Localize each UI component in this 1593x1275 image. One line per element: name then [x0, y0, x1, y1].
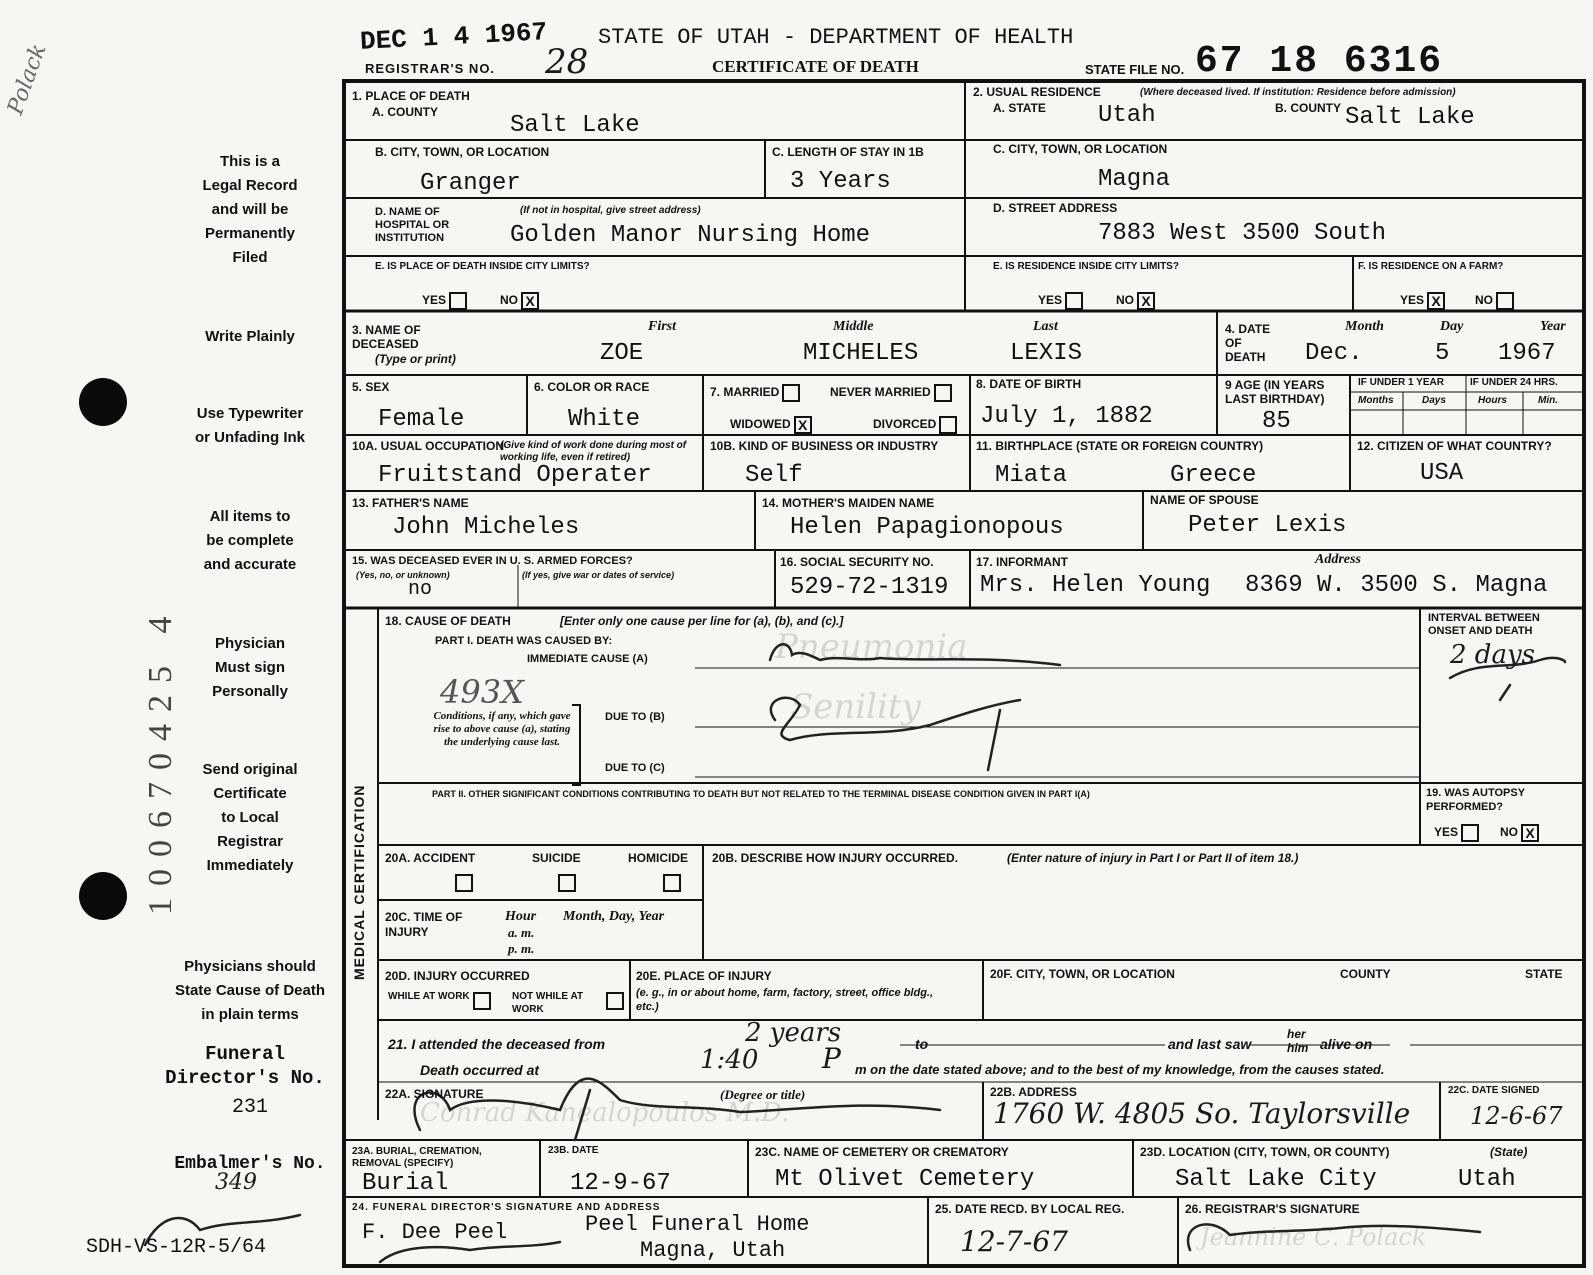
- due-to-b-label: DUE TO (B): [605, 711, 665, 723]
- registrar-signature-label: 26. REGISTRAR'S SIGNATURE: [1185, 1202, 1360, 1216]
- disposition-label: 23A. BURIAL, CREMATION, REMOVAL (SPECIFY): [352, 1146, 482, 1169]
- immediate-cause-label: IMMEDIATE CAUSE (A): [527, 653, 648, 665]
- cause-of-death-label: 18. CAUSE OF DEATH: [385, 614, 511, 628]
- physician-address: 1760 W. 4805 So. Taylorsville: [993, 1097, 1411, 1130]
- citizen: USA: [1420, 460, 1464, 487]
- death-inside-city-no[interactable]: NO X: [500, 292, 539, 310]
- due-to-b: Senility: [790, 687, 921, 727]
- informant-label: 17. INFORMANT: [976, 555, 1069, 569]
- homicide-checkbox[interactable]: [663, 874, 681, 892]
- punch-hole-bottom: [79, 872, 127, 920]
- hospital-note: (If not in hospital, give street address): [520, 205, 701, 216]
- day-label: Day: [1440, 319, 1464, 334]
- death-occurred-time: 1:40: [700, 1045, 759, 1075]
- death-occurred-ampm: P: [822, 1042, 841, 1075]
- hospital-name: Golden Manor Nursing Home: [510, 222, 871, 249]
- widowed-option[interactable]: WIDOWED X: [730, 416, 812, 434]
- mdy-label: Month, Day, Year: [563, 909, 665, 924]
- injury-county-label: COUNTY: [1340, 967, 1391, 981]
- residence-state: Utah: [1098, 102, 1156, 129]
- birthplace-label: 11. BIRTHPLACE (STATE OR FOREIGN COUNTRY): [976, 439, 1264, 453]
- certificate-title: CERTIFICATE OF DEATH: [712, 57, 919, 76]
- part-1-label: PART I. DEATH WAS CAUSED BY:: [435, 635, 613, 647]
- punch-hole-top: [79, 378, 127, 426]
- alive-on-label: alive on: [1320, 1036, 1373, 1052]
- death-city: Granger: [420, 170, 521, 197]
- injury-state-label: STATE: [1525, 967, 1563, 981]
- under-24-hrs-label: IF UNDER 24 HRS.: [1470, 377, 1558, 388]
- armed-forces: no: [408, 578, 433, 601]
- informant-address: 8369 W. 3500 S. Magna: [1245, 572, 1548, 599]
- inside-city-death-label: E. IS PLACE OF DEATH INSIDE CITY LIMITS?: [375, 261, 590, 272]
- residence-state-label: A. STATE: [993, 101, 1046, 115]
- typewriter-note: Use Typewriter or Unfading Ink: [195, 405, 305, 446]
- registrar-no: 28: [545, 42, 589, 82]
- vertical-file-number: 100670425 4: [142, 604, 179, 915]
- embalmer-no-label: Embalmer's No.: [174, 1154, 326, 1174]
- residence-inside-city-no[interactable]: NO X: [1116, 292, 1155, 310]
- while-at-work-option[interactable]: WHILE AT WORK: [388, 991, 470, 1002]
- last-label: Last: [1033, 319, 1058, 334]
- date-received: 12-7-67: [960, 1225, 1068, 1258]
- time-of-injury-label: 20C. TIME OF INJURY: [385, 910, 463, 939]
- attended-from: 2 years: [745, 1018, 842, 1048]
- death-inside-city-yes[interactable]: YES: [422, 292, 467, 310]
- death-occurred-tail: m on the date stated above; and to the best of my knowledge, from the causes stated.: [855, 1062, 1385, 1077]
- year-label: Year: [1540, 319, 1566, 334]
- place-of-injury-label: 20E. PLACE OF INJURY: [636, 969, 772, 983]
- complete-note: All items to be complete and accurate: [203, 508, 297, 573]
- cemetery: Mt Olivet Cemetery: [775, 1166, 1035, 1193]
- funeral-director-no-label: Funeral Director's No.: [165, 1043, 325, 1089]
- disposition: Burial: [362, 1170, 449, 1197]
- autopsy-yes[interactable]: YES: [1434, 824, 1479, 842]
- death-year: 1967: [1498, 340, 1556, 367]
- farm-yes[interactable]: YES X: [1400, 292, 1445, 310]
- residence-city-label: C. CITY, TOWN, OR LOCATION: [993, 142, 1168, 156]
- residence-county-label: B. COUNTY: [1275, 101, 1341, 115]
- burial-state-label: (State): [1490, 1145, 1528, 1159]
- death-occurred-label: Death occurred at: [420, 1062, 540, 1078]
- hospital-label: D. NAME OF HOSPITAL OR INSTITUTION: [375, 206, 450, 244]
- ssn-label: 16. SOCIAL SECURITY NO.: [780, 555, 934, 569]
- registrar-no-label: REGISTRAR'S NO.: [365, 61, 496, 76]
- injury-how-label: 20B. DESCRIBE HOW INJURY OCCURRED.: [712, 851, 959, 865]
- occupation-note: (Give kind of work done during most of working life, even if retired): [500, 440, 687, 463]
- funeral-director-no: 231: [231, 1096, 268, 1119]
- pm-label: p. m.: [508, 941, 535, 956]
- registrar-signature: Jeannine C. Polack: [1200, 1223, 1427, 1251]
- him-label: him: [1287, 1041, 1309, 1055]
- signature-label: 22A. SIGNATURE: [385, 1087, 484, 1101]
- county-label: A. COUNTY: [372, 105, 438, 119]
- under-1-year-label: IF UNDER 1 YEAR: [1358, 377, 1444, 388]
- state-file-number: 67 18 6316: [1195, 40, 1444, 83]
- burial-date-label: 23B. DATE: [548, 1145, 599, 1156]
- attended-label: 21. I attended the deceased from: [388, 1036, 606, 1052]
- not-at-work-option[interactable]: NOT WHILE AT WORK: [512, 991, 584, 1015]
- physicians-should-note: Physicians should State Cause of Death in plain terms: [174, 958, 326, 1023]
- spouse-name: Peter Lexis: [1188, 512, 1347, 539]
- date-of-death-label: 4. DATE OF DEATH: [1225, 322, 1271, 364]
- injury-occurred-label: 20D. INJURY OCCURRED: [385, 969, 530, 983]
- accident-label: 20A. ACCIDENT: [385, 851, 476, 865]
- length-of-stay: 3 Years: [790, 168, 891, 195]
- months-label: Months: [1358, 395, 1394, 406]
- days-label: Days: [1422, 395, 1446, 406]
- middle-label: Middle: [833, 319, 874, 334]
- suicide-checkbox[interactable]: [558, 874, 576, 892]
- physician-sign-note: Physician Must sign Personally: [212, 635, 288, 700]
- margin-note: Polack: [3, 40, 52, 118]
- first-label: First: [648, 319, 677, 334]
- farm-no[interactable]: NO: [1475, 292, 1514, 310]
- place-of-injury-note: (e. g., in or about home, farm, factory, street, office bldg., etc.): [636, 987, 934, 1013]
- citizen-label: 12. CITIZEN OF WHAT COUNTRY?: [1357, 439, 1552, 453]
- conditions-note: Conditions, if any, which gave rise to above cause (a), stating the underlying cause last.: [433, 710, 571, 748]
- street-address-label: D. STREET ADDRESS: [993, 201, 1118, 215]
- inside-city-residence-label: E. IS RESIDENCE INSIDE CITY LIMITS?: [993, 261, 1179, 272]
- business: Self: [745, 462, 803, 489]
- min-label: Min.: [1538, 395, 1558, 406]
- injury-city-label: 20F. CITY, TOWN, OR LOCATION: [990, 967, 1175, 981]
- spouse-label: NAME OF SPOUSE: [1150, 493, 1259, 507]
- burial-date: 12-9-67: [570, 1170, 671, 1197]
- funeral-home: Peel Funeral Home: [585, 1212, 810, 1237]
- name-label: 3. NAME OF DECEASED: [352, 323, 421, 351]
- usual-residence-label: 2. USUAL RESIDENCE: [973, 85, 1101, 99]
- burial-location-label: 23D. LOCATION (CITY, TOWN, OR COUNTY): [1140, 1145, 1390, 1159]
- residence-note: (Where deceased lived. If institution: Residence before admission): [1140, 87, 1456, 98]
- married-option[interactable]: 7. MARRIED: [710, 384, 800, 402]
- suicide-label: SUICIDE: [532, 851, 581, 865]
- residence-city: Magna: [1098, 166, 1171, 193]
- date-received-label: 25. DATE RECD. BY LOCAL REG.: [935, 1202, 1125, 1216]
- legal-record-note: This is a Legal Record and will be Permanently Filed: [202, 153, 298, 266]
- death-county: Salt Lake: [510, 112, 640, 139]
- race: White: [568, 406, 641, 433]
- autopsy-no[interactable]: NO X: [1500, 824, 1539, 842]
- father-name: John Micheles: [392, 514, 580, 541]
- embalmer-no: 349: [215, 1170, 257, 1195]
- medical-certification-label: MEDICAL CERTIFICATION: [351, 784, 367, 980]
- homicide-label: HOMICIDE: [628, 851, 688, 865]
- her-label: her: [1287, 1027, 1306, 1041]
- street-address: 7883 West 3500 South: [1098, 220, 1387, 247]
- form-title: STATE OF UTAH - DEPARTMENT OF HEALTH: [598, 25, 1074, 50]
- cause-code: 493X: [440, 673, 524, 711]
- funeral-director: F. Dee Peel: [362, 1220, 508, 1245]
- never-married-option[interactable]: NEVER MARRIED: [830, 384, 952, 402]
- form-number: SDH-VS-12R-5/64: [86, 1236, 267, 1259]
- birth-date: July 1, 1882: [980, 403, 1153, 430]
- burial-state: Utah: [1458, 1166, 1516, 1193]
- name-note: (Type or print): [375, 352, 456, 366]
- business-label: 10B. KIND OF BUSINESS OR INDUSTRY: [710, 439, 939, 453]
- part-2-label: PART II. OTHER SIGNIFICANT CONDITIONS CONTRIBUTING TO DEATH BUT NOT RELATED TO THE TERMINAL DISEASE CONDITION GIVEN IN PART I(A): [432, 789, 1090, 799]
- last-saw-label: and last saw: [1168, 1036, 1252, 1052]
- age: 85: [1262, 408, 1291, 435]
- am-label: a. m.: [508, 925, 535, 940]
- death-city-label: B. CITY, TOWN, OR LOCATION: [375, 145, 550, 159]
- birthplace-city: Miata: [995, 462, 1068, 489]
- age-label: 9 AGE (IN YEARS LAST BIRTHDAY): [1225, 378, 1325, 406]
- informant-name: Mrs. Helen Young: [980, 572, 1211, 599]
- autopsy-label: 19. WAS AUTOPSY PERFORMED?: [1426, 787, 1525, 813]
- interval-label: INTERVAL BETWEEN ONSET AND DEATH: [1428, 612, 1540, 637]
- not-at-work-checkbox[interactable]: [606, 992, 624, 1010]
- death-day: 5: [1435, 340, 1450, 367]
- race-label: 6. COLOR OR RACE: [534, 380, 650, 394]
- armed-forces-note-2: (If yes, give war or dates of service): [522, 570, 675, 580]
- cause-note: [Enter only one cause per line for (a), (b), and (c).]: [560, 614, 844, 628]
- birthplace-country: Greece: [1170, 462, 1257, 489]
- residence-county: Salt Lake: [1345, 104, 1475, 131]
- injury-how-note: (Enter nature of injury in Part I or Part II of item 18.): [1007, 851, 1299, 865]
- degree-label: (Degree or title): [720, 1087, 806, 1102]
- interval: 2 days: [1450, 640, 1535, 670]
- stamp-date: DEC 1 4 1967: [359, 17, 548, 57]
- father-label: 13. FATHER'S NAME: [352, 496, 469, 510]
- date-signed: 12-6-67: [1470, 1102, 1563, 1130]
- birth-date-label: 8. DATE OF BIRTH: [976, 377, 1082, 391]
- informant-address-label: Address: [1315, 552, 1361, 567]
- armed-forces-note-1: (Yes, no, or unknown): [356, 570, 450, 580]
- to-label: to: [915, 1036, 929, 1052]
- while-at-work-checkbox[interactable]: [473, 992, 491, 1010]
- last-name: LEXIS: [1010, 340, 1083, 367]
- occupation-label: 10A. USUAL OCCUPATION: [352, 439, 505, 453]
- middle-name: MICHELES: [803, 340, 919, 367]
- armed-forces-label: 15. WAS DECEASED EVER IN U. S. ARMED FORCES?: [352, 555, 633, 567]
- death-month: Dec.: [1305, 340, 1363, 367]
- physician-address-label: 22B. ADDRESS: [990, 1085, 1077, 1099]
- burial-location: Salt Lake City: [1175, 1166, 1377, 1193]
- cemetery-label: 23C. NAME OF CEMETERY OR CREMATORY: [755, 1145, 1009, 1159]
- farm-label: F. IS RESIDENCE ON A FARM?: [1358, 261, 1504, 272]
- first-name: ZOE: [600, 340, 644, 367]
- mother-label: 14. MOTHER'S MAIDEN NAME: [762, 496, 935, 510]
- divorced-option[interactable]: DIVORCED: [873, 416, 957, 434]
- hours-label: Hours: [1478, 395, 1507, 406]
- length-of-stay-label: C. LENGTH OF STAY IN 1B: [772, 145, 924, 159]
- send-original-note: Send original Certificate to Local Registrar Immediately: [202, 761, 298, 874]
- date-signed-label: 22C. DATE SIGNED: [1448, 1085, 1540, 1096]
- place-of-death-label: 1. PLACE OF DEATH: [352, 89, 470, 103]
- state-file-label: STATE FILE NO.: [1085, 62, 1185, 77]
- sex-label: 5. SEX: [352, 380, 390, 394]
- residence-inside-city-yes[interactable]: YES: [1038, 292, 1083, 310]
- occupation: Fruitstand Operater: [378, 462, 652, 489]
- accident-checkbox[interactable]: [455, 874, 473, 892]
- due-to-c-label: DUE TO (C): [605, 762, 665, 774]
- sex: Female: [378, 406, 465, 433]
- hour-label: Hour: [505, 909, 537, 924]
- funeral-city: Magna, Utah: [640, 1238, 786, 1263]
- month-label: Month: [1345, 319, 1384, 334]
- funeral-director-label: 24. FUNERAL DIRECTOR'S SIGNATURE AND ADDRESS: [352, 1202, 661, 1213]
- physician-signature: Conrad Kanealopoulos M.D.: [420, 1098, 790, 1128]
- ssn: 529-72-1319: [790, 574, 949, 601]
- write-plainly-note: Write Plainly: [205, 328, 295, 345]
- immediate-cause: Pneumonia: [775, 627, 968, 667]
- mother-name: Helen Papagionopous: [790, 514, 1064, 541]
